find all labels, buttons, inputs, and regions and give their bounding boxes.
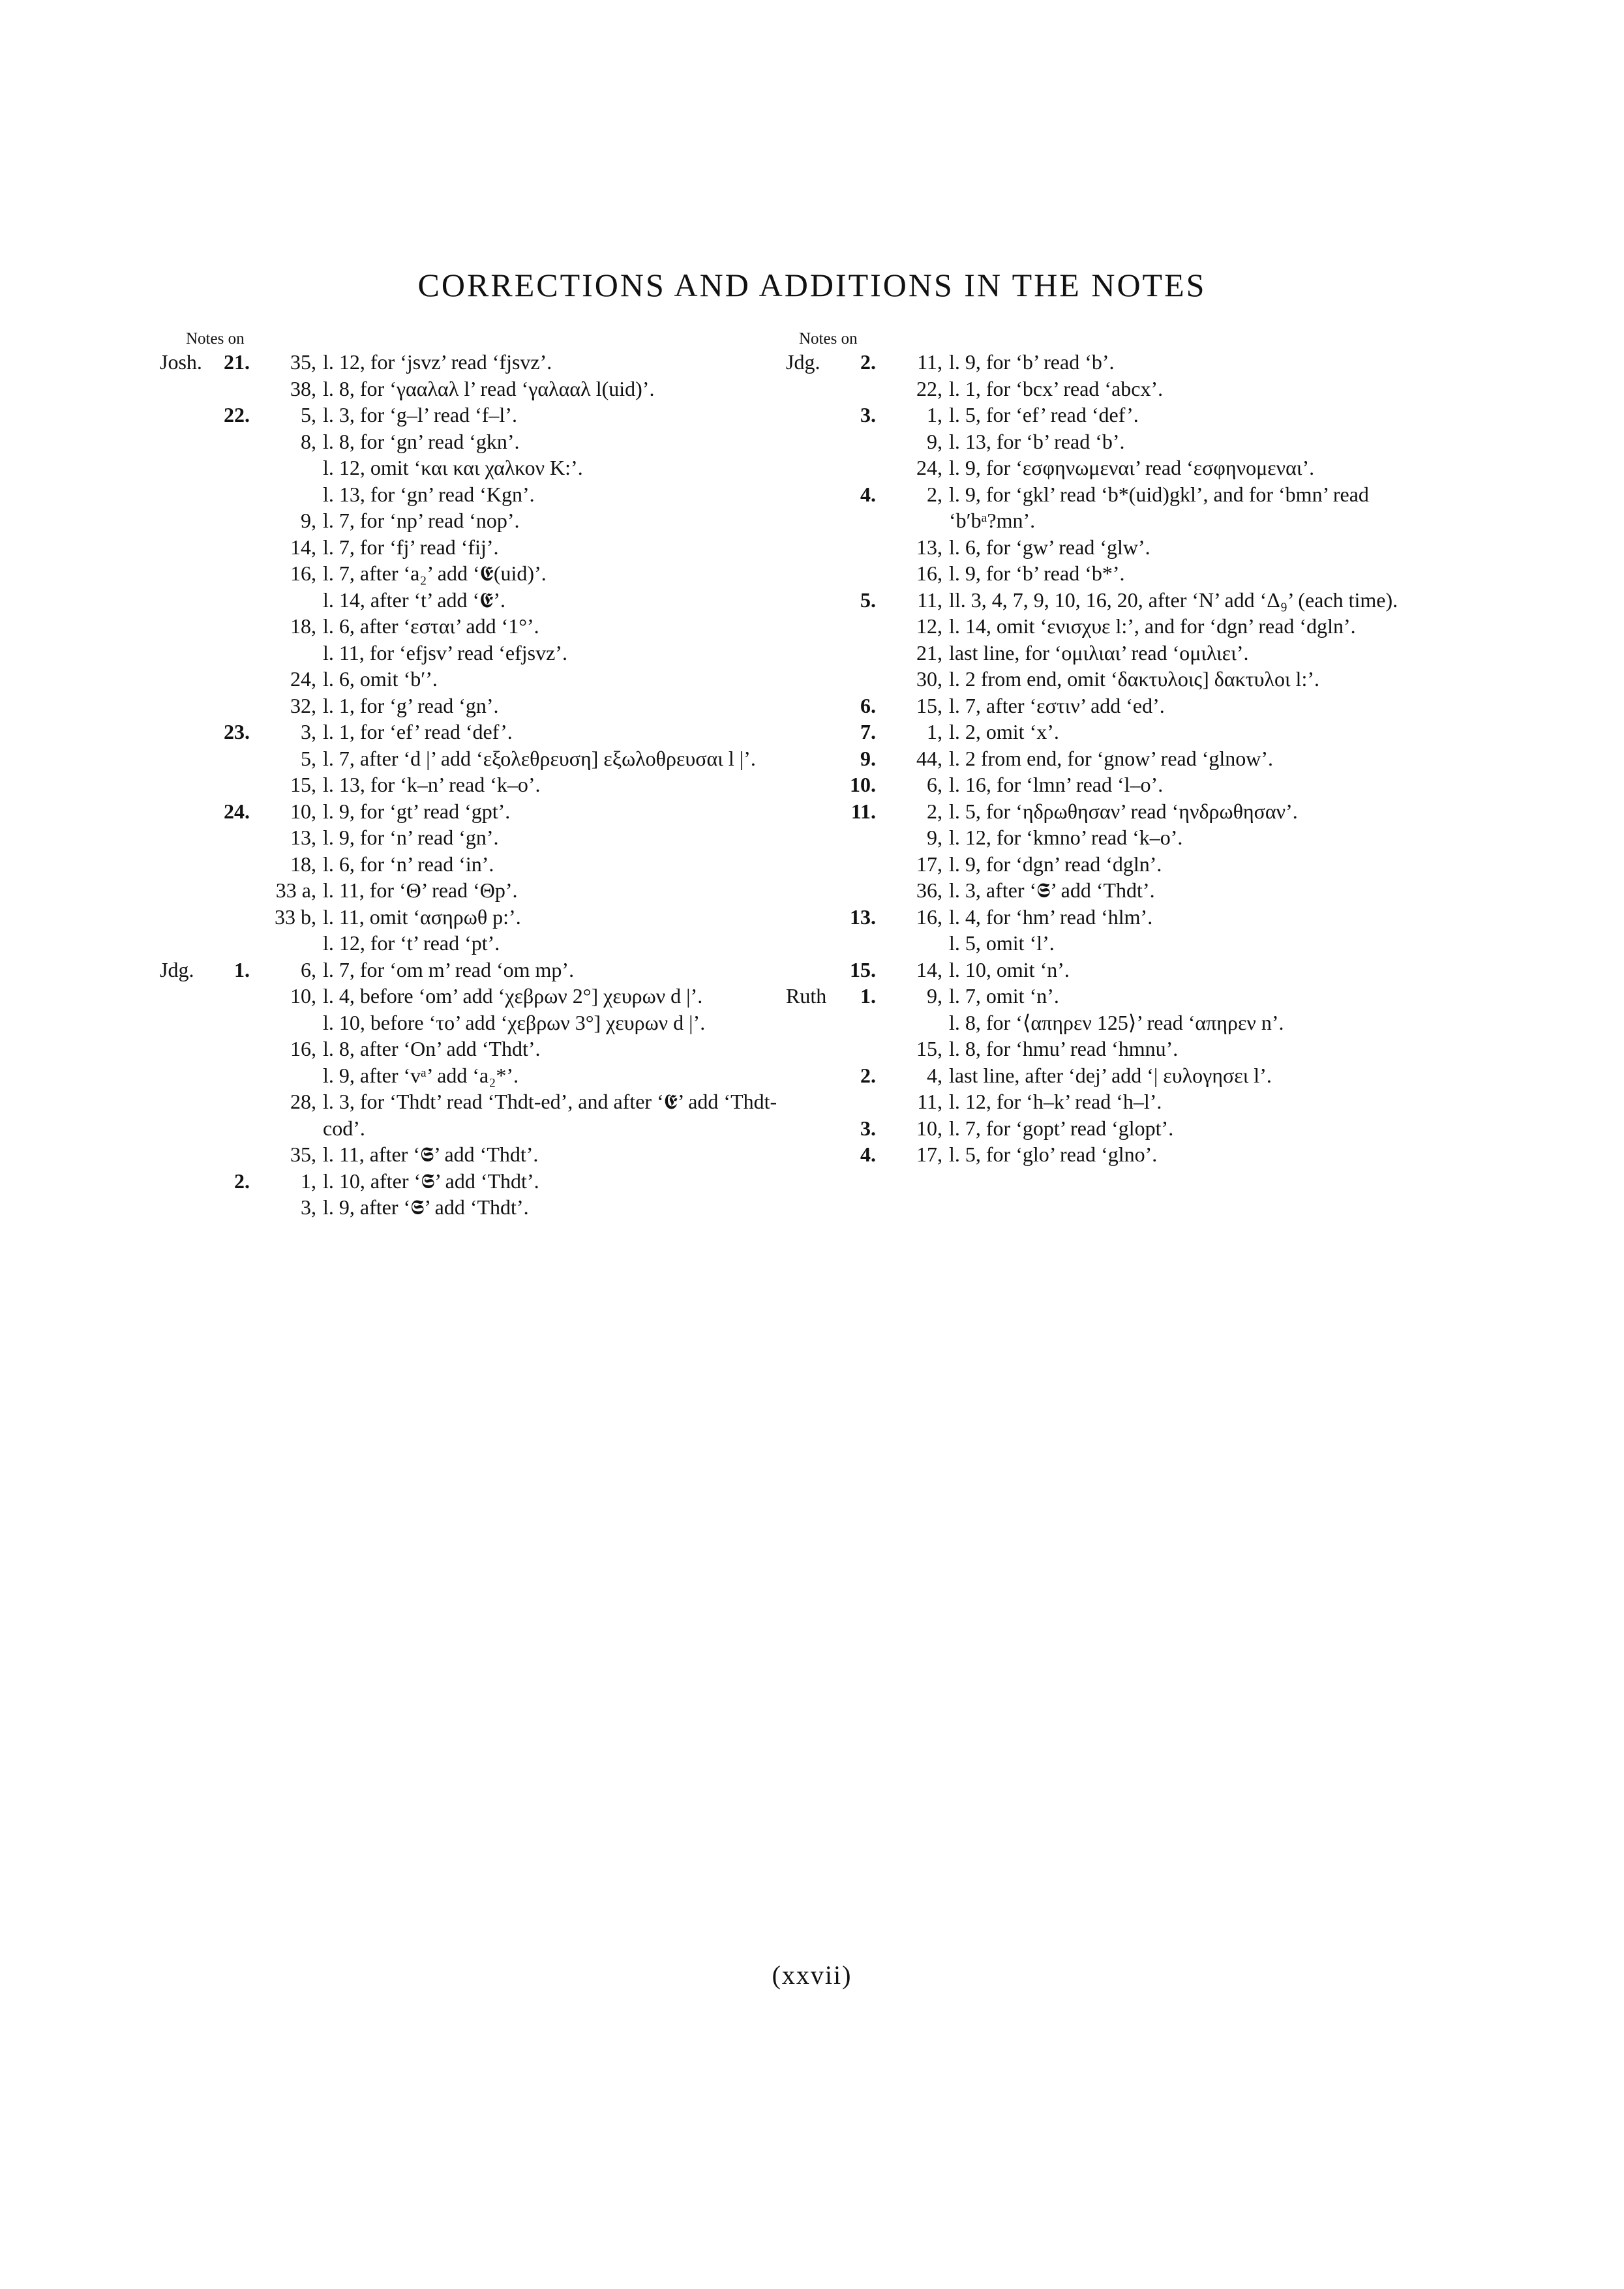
verse-number: 13,: [290, 826, 316, 849]
correction-entry: [786, 798, 1425, 825]
correction-text: l. 9, for ‘b’ read ‘b*’.: [949, 561, 1125, 585]
verse-number: 10,: [290, 799, 316, 823]
verse-number: 22,: [916, 376, 942, 400]
chapter-number: 24.: [224, 799, 250, 823]
verse-number: 2,: [927, 482, 942, 506]
right-column: [786, 329, 1425, 1168]
verse-number: 1,: [927, 720, 942, 743]
correction-entry: [160, 560, 799, 587]
verse-number: 15,: [290, 773, 316, 796]
correction-text: l. 13, for ‘k–n’ read ‘k–o’.: [323, 773, 541, 796]
correction-text: l. 7, after ‘εστιν’ add ‘ed’.: [949, 693, 1165, 717]
chapter-number: 9.: [860, 746, 876, 770]
verse-number: 11,: [917, 588, 942, 612]
correction-text: l. 8, after ‘On’ add ‘Thdt’.: [323, 1037, 541, 1060]
correction-text: l. 9, after ‘vᵃ’ add ‘a₂*’.: [323, 1063, 519, 1087]
verse-number: 8,: [301, 429, 316, 453]
chapter-number: 5.: [860, 588, 876, 612]
verse-number: 35,: [290, 1143, 316, 1166]
chapter-number: 15.: [850, 957, 876, 981]
correction-text: l. 6, after ‘εσται’ add ‘1°’.: [323, 614, 539, 638]
correction-text: l. 12, omit ‘και και χαλκον K:’.: [323, 456, 583, 479]
verse-number: 5,: [301, 746, 316, 770]
correction-text: l. 11, for ‘efjsv’ read ‘efjsvz’.: [323, 640, 567, 665]
correction-text: last line, after ‘dej’ add ‘| ευλογησει l’.: [949, 1063, 1272, 1087]
correction-text: l. 10, after ‘𝕾’ add ‘Thdt’.: [323, 1169, 539, 1193]
verse-number: 3,: [301, 1195, 316, 1219]
correction-text: l. 10, omit ‘n’.: [949, 957, 1070, 981]
correction-text: l. 6, for ‘n’ read ‘in’.: [323, 852, 494, 876]
correction-entry: [160, 455, 799, 481]
verse-number: 13,: [916, 535, 942, 559]
verse-number: 33 b,: [275, 905, 316, 929]
correction-text: l. 5, for ‘ηδρωθησαν’ read ‘ηνδρωθησαν’.: [949, 799, 1298, 823]
chapter-number: 2.: [234, 1169, 250, 1193]
page-title: CORRECTIONS AND ADDITIONS IN THE NOTES: [417, 267, 1207, 303]
correction-entry: [786, 983, 1425, 1010]
chapter-number: 3.: [860, 403, 876, 426]
correction-entry: [786, 904, 1425, 931]
verse-number: 44,: [916, 746, 942, 770]
correction-text: l. 10, before ‘το’ add ‘χεβρων 3°] χευρων d |’.: [323, 1010, 706, 1034]
chapter-number: 4.: [860, 1143, 876, 1166]
chapter-number: 13.: [850, 905, 876, 929]
chapter-number: 23.: [224, 720, 250, 743]
correction-entry: [160, 1036, 799, 1062]
correction-entry: [786, 851, 1425, 878]
chapter-number: 1.: [860, 984, 876, 1008]
verse-number: 11,: [917, 1090, 942, 1113]
chapter-number: 2.: [860, 1063, 876, 1087]
correction-entry: [160, 587, 799, 614]
correction-entry: [160, 1088, 799, 1141]
correction-entry: [160, 957, 799, 983]
correction-text: l. 11, for ‘Θ’ read ‘Θp’.: [323, 878, 518, 902]
verse-number: 5,: [301, 403, 316, 426]
verse-number: 17,: [916, 1143, 942, 1166]
verse-number: 16,: [916, 905, 942, 929]
correction-text: l. 2 from end, for ‘gnow’ read ‘glnow’.: [949, 746, 1274, 770]
correction-text: l. 1, for ‘ef’ read ‘def’.: [323, 720, 513, 743]
entry-list: [160, 349, 799, 1221]
chapter-number: 3.: [860, 1116, 876, 1140]
correction-entry: [786, 771, 1425, 798]
correction-text: last line, for ‘ομιλιαι’ read ‘ομιλιει’.: [949, 640, 1249, 665]
correction-entry: [160, 376, 799, 402]
correction-entry: [160, 507, 799, 534]
correction-text: l. 13, for ‘b’ read ‘b’.: [949, 429, 1125, 453]
correction-entry: [786, 1036, 1425, 1062]
correction-entry: [786, 1141, 1425, 1168]
chapter-number: 2.: [860, 350, 876, 374]
correction-entry: [160, 719, 799, 745]
verse-number: 9,: [927, 984, 942, 1008]
verse-number: 28,: [290, 1090, 316, 1113]
correction-entry: [786, 1088, 1425, 1115]
correction-entry: [786, 1010, 1425, 1036]
correction-text: l. 6, omit ‘b′’.: [323, 667, 438, 691]
verse-number: 15,: [916, 693, 942, 717]
correction-entry: [160, 904, 799, 931]
correction-text: l. 4, for ‘hm’ read ‘hlm’.: [949, 905, 1153, 929]
verse-number: 3,: [301, 720, 316, 743]
verse-number: 2,: [927, 799, 942, 823]
entry-list: [786, 349, 1425, 1168]
correction-text: l. 2, omit ‘x’.: [949, 720, 1059, 743]
correction-text: l. 9, for ‘gt’ read ‘gpt’.: [323, 799, 511, 823]
verse-number: 1,: [301, 1169, 316, 1193]
correction-entry: [160, 1141, 799, 1168]
correction-entry: [160, 1168, 799, 1195]
correction-entry: [160, 824, 799, 851]
verse-number: 24,: [916, 456, 942, 479]
correction-entry: [160, 349, 799, 376]
correction-text: l. 9, for ‘gkl’ read ‘b*(uid)gkl’, and for ‘bmn’ read ‘b′bᵃ?mn’.: [949, 482, 1369, 532]
correction-entry: [786, 376, 1425, 402]
correction-text: l. 9, for ‘n’ read ‘gn’.: [323, 826, 499, 849]
correction-entry: [160, 877, 799, 904]
correction-entry: [160, 745, 799, 772]
correction-text: l. 7, for ‘om m’ read ‘om mp’.: [323, 957, 575, 981]
book-label: Josh.: [160, 350, 202, 374]
chapter-number: 6.: [860, 693, 876, 717]
correction-text: l. 8, for ‘⟨απηρεν 125⟩’ read ‘απηρεν n’.: [949, 1010, 1284, 1034]
verse-number: 36,: [916, 878, 942, 902]
verse-number: 9,: [927, 826, 942, 849]
correction-text: l. 14, omit ‘ενισχυε l:’, and for ‘dgn’ read ‘dgln’.: [949, 614, 1356, 638]
verse-number: 30,: [916, 667, 942, 691]
verse-number: 14,: [290, 535, 316, 559]
chapter-number: 22.: [224, 403, 250, 426]
correction-text: l. 9, after ‘𝕾’ add ‘Thdt’.: [323, 1195, 529, 1219]
correction-text: l. 14, after ‘t’ add ‘𝕰’.: [323, 588, 506, 612]
book-label: Ruth: [786, 984, 827, 1008]
correction-text: l. 7, after ‘d |’ add ‘εξολεθρευση] εξωλοθρευσαι l |’.: [323, 746, 756, 770]
correction-entry: [786, 481, 1425, 534]
correction-entry: [786, 666, 1425, 693]
correction-text: l. 13, for ‘gn’ read ‘Kgn’.: [323, 482, 535, 506]
correction-entry: [160, 771, 799, 798]
correction-entry: [786, 719, 1425, 745]
verse-number: 6,: [301, 957, 316, 981]
correction-entry: [786, 349, 1425, 376]
correction-text: l. 11, after ‘𝕾’ add ‘Thdt’.: [323, 1143, 539, 1166]
correction-text: l. 12, for ‘kmno’ read ‘k–o’.: [949, 826, 1183, 849]
verse-number: 4,: [927, 1063, 942, 1087]
verse-number: 9,: [927, 429, 942, 453]
correction-text: l. 9, for ‘b’ read ‘b’.: [949, 350, 1115, 374]
correction-entry: [786, 957, 1425, 983]
verse-number: 11,: [917, 350, 942, 374]
correction-text: l. 1, for ‘g’ read ‘gn’.: [323, 693, 499, 717]
chapter-number: 7.: [860, 720, 876, 743]
correction-entry: [160, 613, 799, 640]
correction-text: l. 16, for ‘lmn’ read ‘l–o’.: [949, 773, 1164, 796]
verse-number: 35,: [290, 350, 316, 374]
column-header: Notes on: [186, 330, 245, 348]
correction-entry: [786, 613, 1425, 640]
correction-text: l. 12, for ‘t’ read ‘pt’.: [323, 931, 500, 955]
book-label: Jdg.: [160, 957, 194, 981]
verse-number: 1,: [927, 403, 942, 426]
verse-number: 21,: [916, 640, 942, 665]
correction-entry: [160, 1194, 799, 1221]
correction-text: l. 3, after ‘𝕾’ add ‘Thdt’.: [949, 878, 1155, 902]
verse-number: 33 a,: [275, 878, 316, 902]
correction-entry: [786, 745, 1425, 772]
correction-text: l. 7, omit ‘n’.: [949, 984, 1059, 1008]
correction-text: l. 9, for ‘εσφηνωμεναι’ read ‘εσφηνομεναι’.: [949, 456, 1315, 479]
correction-entry: [786, 1115, 1425, 1142]
correction-text: l. 9, for ‘dgn’ read ‘dgln’.: [949, 852, 1162, 876]
correction-text: l. 12, for ‘h–k’ read ‘h–l’.: [949, 1090, 1162, 1113]
correction-entry: [160, 481, 799, 508]
correction-entry: [786, 534, 1425, 561]
correction-entry: [160, 534, 799, 561]
chapter-number: 21.: [224, 350, 250, 374]
correction-text: l. 3, for ‘Thdt’ read ‘Thdt-ed’, and after ‘𝕰’ add ‘Thdt-cod’.: [323, 1090, 777, 1140]
correction-entry: [160, 983, 799, 1010]
verse-number: 18,: [290, 852, 316, 876]
correction-text: ll. 3, 4, 7, 9, 10, 16, 20, after ‘N’ add ‘Δ₉’ (each time).: [949, 588, 1398, 612]
correction-text: l. 8, for ‘γααλαλ l’ read ‘γαλααλ l(uid)’.: [323, 376, 655, 400]
correction-text: l. 6, for ‘gw’ read ‘glw’.: [949, 535, 1150, 559]
correction-text: l. 11, omit ‘ασηρωθ p:’.: [323, 905, 521, 929]
correction-entry: [160, 851, 799, 878]
correction-text: l. 3, for ‘g–l’ read ‘f–l’.: [323, 403, 517, 426]
correction-entry: [786, 640, 1425, 666]
correction-entry: [786, 560, 1425, 587]
correction-text: l. 8, for ‘hmu’ read ‘hmnu’.: [949, 1037, 1179, 1060]
correction-entry: [786, 1062, 1425, 1089]
correction-entry: [786, 693, 1425, 719]
verse-number: 38,: [290, 376, 316, 400]
correction-text: l. 2 from end, omit ‘δακτυλοις] δακτυλοι l:’.: [949, 667, 1319, 691]
verse-number: 15,: [916, 1037, 942, 1060]
correction-text: l. 7, for ‘np’ read ‘nop’.: [323, 509, 520, 532]
verse-number: 24,: [290, 667, 316, 691]
verse-number: 14,: [916, 957, 942, 981]
correction-entry: [786, 455, 1425, 481]
verse-number: 32,: [290, 693, 316, 717]
correction-entry: [786, 877, 1425, 904]
verse-number: 18,: [290, 614, 316, 638]
verse-number: 10,: [290, 984, 316, 1008]
correction-text: l. 8, for ‘gn’ read ‘gkn’.: [323, 429, 520, 453]
verse-number: 12,: [916, 614, 942, 638]
correction-entry: [160, 1062, 799, 1089]
verse-number: 16,: [290, 1037, 316, 1060]
verse-number: 9,: [301, 509, 316, 532]
verse-number: 10,: [916, 1116, 942, 1140]
verse-number: 17,: [916, 852, 942, 876]
correction-text: l. 5, for ‘ef’ read ‘def’.: [949, 403, 1139, 426]
correction-text: l. 7, for ‘fj’ read ‘fij’.: [323, 535, 499, 559]
correction-entry: [160, 428, 799, 455]
chapter-number: 1.: [234, 957, 250, 981]
correction-text: l. 7, after ‘a₂’ add ‘𝕰(uid)’.: [323, 561, 547, 585]
correction-entry: [786, 824, 1425, 851]
correction-entry: [160, 930, 799, 957]
correction-entry: [160, 666, 799, 693]
correction-entry: [786, 930, 1425, 957]
left-column: [160, 329, 799, 1221]
chapter-number: 11.: [850, 799, 876, 823]
correction-entry: [786, 428, 1425, 455]
correction-text: l. 5, for ‘glo’ read ‘glno’.: [949, 1143, 1158, 1166]
correction-text: l. 1, for ‘bcx’ read ‘abcx’.: [949, 376, 1164, 400]
correction-entry: [786, 402, 1425, 428]
chapter-number: 4.: [860, 482, 876, 506]
correction-entry: [786, 587, 1425, 614]
correction-text: l. 12, for ‘jsvz’ read ‘fjsvz’.: [323, 350, 552, 374]
correction-entry: [160, 402, 799, 428]
chapter-number: 10.: [850, 773, 876, 796]
correction-text: l. 7, for ‘gopt’ read ‘glopt’.: [949, 1116, 1174, 1140]
correction-entry: [160, 640, 799, 666]
correction-entry: [160, 693, 799, 719]
column-header: Notes on: [799, 330, 858, 348]
verse-number: 6,: [927, 773, 942, 796]
correction-text: l. 4, before ‘om’ add ‘χεβρων 2°] χευρων d |’.: [323, 984, 703, 1008]
correction-text: l. 5, omit ‘l’.: [949, 931, 1055, 955]
page-number: (xxvii): [772, 1960, 852, 1990]
book-label: Jdg.: [786, 350, 820, 374]
verse-number: 16,: [290, 561, 316, 585]
correction-entry: [160, 1010, 799, 1036]
verse-number: 16,: [916, 561, 942, 585]
correction-entry: [160, 798, 799, 825]
